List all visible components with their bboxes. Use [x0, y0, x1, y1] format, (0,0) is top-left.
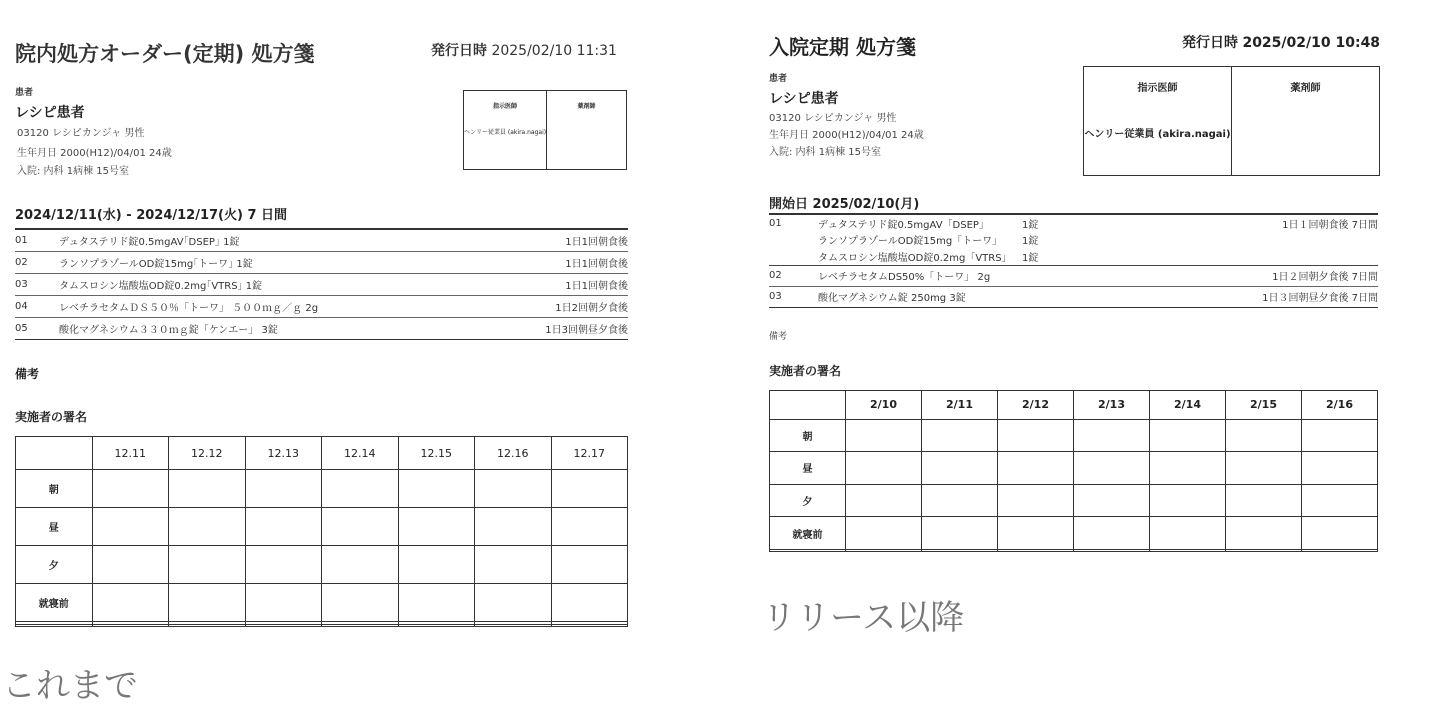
- left-grid-cell[interactable]: [551, 470, 628, 508]
- left-rx-usage: 1日3回朝昼夕食後: [545, 324, 628, 336]
- left-rx-number: 03: [15, 278, 28, 290]
- left-rx-drug: 酸化マグネシウム３３０ｍｇ錠「ケンエー」 3錠: [59, 324, 278, 336]
- right-grid-cell[interactable]: [1226, 517, 1302, 550]
- right-rx-number: 03: [769, 291, 782, 302]
- right-rx-usage: [1082, 231, 1378, 248]
- left-grid-row: [16, 470, 628, 508]
- left-sig-doctor-name: ヘンリー従業員 (akira.nagai): [464, 129, 547, 136]
- right-rx-qty: 1錠: [1022, 236, 1039, 247]
- left-grid-cell[interactable]: [398, 624, 475, 626]
- right-grid-time-label: 朝: [770, 419, 846, 452]
- right-signature-label: 実施者の署名: [769, 364, 842, 378]
- right-grid-cell[interactable]: [846, 484, 922, 517]
- right-rx-usage: 1日２回朝夕食後 7日間: [1272, 272, 1378, 283]
- right-rx-number: 02: [769, 270, 782, 281]
- right-grid-date: 2/14: [1150, 391, 1226, 420]
- right-rx-usage: 1日３回朝昼夕食後 7日間: [1262, 293, 1378, 304]
- left-grid-time-label: [16, 624, 93, 626]
- left-grid-date: 12.17: [551, 437, 628, 470]
- left-grid-cell[interactable]: [92, 546, 169, 584]
- left-grid-row: [16, 546, 628, 584]
- left-grid-cell[interactable]: [322, 584, 399, 622]
- left-period: 2024/12/11(水) - 2024/12/17(火) 7 日間: [15, 208, 288, 223]
- left-rx-table: [15, 228, 628, 340]
- right-rx-drug: デュタステリド錠0.5mgAV「DSEP」: [818, 219, 989, 231]
- right-grid-date: 2/13: [1074, 391, 1150, 420]
- right-issued-datetime: 2025/02/10 10:48: [1242, 35, 1381, 51]
- left-grid-cell[interactable]: [322, 546, 399, 584]
- right-grid-cell[interactable]: [1074, 549, 1150, 551]
- right-grid-cell[interactable]: [846, 452, 922, 485]
- right-rx-row: [769, 286, 1378, 307]
- right-grid-cell[interactable]: [846, 549, 922, 551]
- right-rx-row: [769, 214, 1378, 231]
- right-grid-date: 2/15: [1226, 391, 1302, 420]
- left-grid-time-label: 朝: [16, 470, 93, 508]
- right-rx-drug: レベチラセタムDS50%「トーワ」 2g: [818, 272, 991, 283]
- left-rx-usage: 1日2回朝夕食後: [555, 302, 628, 314]
- left-issued-datetime: 2025/02/10 11:31: [491, 43, 617, 59]
- right-rx-number: [769, 231, 818, 248]
- right-title: 入院定期 処方箋: [769, 35, 916, 59]
- right-grid-cell[interactable]: [1150, 452, 1226, 485]
- left-patient-name: レシピ患者: [15, 105, 85, 121]
- left-sig-doctor-header: 指示医師: [493, 103, 518, 110]
- left-grid-cell[interactable]: [169, 508, 246, 546]
- left-grid-cell[interactable]: [551, 546, 628, 584]
- right-grid-cell[interactable]: [922, 452, 998, 485]
- right-grid-cell[interactable]: [1150, 484, 1226, 517]
- right-rx-qty: 1錠: [1022, 252, 1039, 264]
- left-patient-dob: 生年月日 2000(H12)/04/01 24歳: [17, 148, 172, 159]
- left-grid-time-label: 昼: [16, 508, 93, 546]
- right-grid-row: [770, 452, 1378, 485]
- left-signature-box: [463, 90, 627, 170]
- right-caption: リリース以降: [762, 598, 965, 638]
- right-patient-label: 患者: [769, 74, 788, 84]
- left-grid-cell[interactable]: [169, 470, 246, 508]
- right-grid-cell[interactable]: [1074, 452, 1150, 485]
- right-sig-doctor-name: ヘンリー従業員 (akira.nagai): [1084, 129, 1231, 140]
- left-grid-cell[interactable]: [92, 624, 169, 626]
- right-grid-date: 2/11: [922, 391, 998, 420]
- left-grid-cell[interactable]: [475, 584, 552, 622]
- right-grid-cell[interactable]: [846, 517, 922, 550]
- left-rx-drug: タムスロシン塩酸塩OD錠0.2mg｢VTRS｣ 1錠: [59, 280, 263, 292]
- left-grid-cell[interactable]: [169, 546, 246, 584]
- left-rx-number: 02: [15, 256, 28, 268]
- right-grid-cell[interactable]: [922, 419, 998, 452]
- left-grid-cell[interactable]: [398, 470, 475, 508]
- right-grid-cell[interactable]: [1226, 452, 1302, 485]
- left-issued: [431, 40, 617, 60]
- right-patient-name: レシピ患者: [769, 91, 839, 107]
- right-grid-cell[interactable]: [1074, 484, 1150, 517]
- right-grid-header-row: [770, 391, 1378, 420]
- right-grid-date: 2/10: [846, 391, 922, 420]
- left-grid-cell[interactable]: [551, 584, 628, 622]
- left-grid-date: 12.13: [245, 437, 322, 470]
- right-grid-date: 2/12: [998, 391, 1074, 420]
- right-grid-cell[interactable]: [1302, 517, 1378, 550]
- right-grid-corner: [770, 391, 846, 420]
- left-rx-drug: ランソプラゾールOD錠15mg｢トーワ｣ 1錠: [59, 258, 253, 270]
- left-sig-pharmacist-header: 薬剤師: [577, 103, 596, 110]
- right-issued: [1182, 32, 1380, 52]
- left-grid-cell[interactable]: [92, 508, 169, 546]
- right-rx-qty: 1錠: [1022, 219, 1039, 231]
- right-grid-cell[interactable]: [1226, 484, 1302, 517]
- left-grid-cell[interactable]: [322, 624, 399, 626]
- right-grid-cell[interactable]: [1150, 517, 1226, 550]
- left-grid-cell[interactable]: [169, 584, 246, 622]
- left-grid-cell[interactable]: [245, 624, 322, 626]
- right-signature-grid: [769, 390, 1378, 552]
- left-patient-label: 患者: [15, 88, 34, 98]
- right-grid-cell[interactable]: [1302, 419, 1378, 452]
- left-rx-number: 05: [15, 322, 28, 334]
- right-grid-time-label: 昼: [770, 452, 846, 485]
- right-remarks-label: 備考: [769, 332, 788, 342]
- left-rx-row: [15, 251, 628, 273]
- right-patient-id: 03120 レシピカンジャ 男性: [769, 113, 897, 124]
- left-rx-number: 04: [15, 300, 28, 312]
- right-patient-admission: 入院: 内科 1病棟 15号室: [769, 147, 881, 158]
- left-grid-cell[interactable]: [245, 470, 322, 508]
- left-grid-row: [16, 624, 628, 626]
- right-grid-cell[interactable]: [922, 517, 998, 550]
- left-grid-cell[interactable]: [475, 546, 552, 584]
- right-rx-usage: 1日１回朝食後 7日間: [1282, 219, 1378, 231]
- right-grid-cell[interactable]: [1302, 549, 1378, 551]
- right-grid-row: [770, 549, 1378, 551]
- right-rx-drug: 酸化マグネシウム錠 250mg 3錠: [818, 293, 966, 304]
- left-signature-label: 実施者の署名: [15, 410, 88, 424]
- left-grid-cell[interactable]: [245, 508, 322, 546]
- left-grid-cell[interactable]: [551, 624, 628, 626]
- right-rx-table: [769, 213, 1378, 308]
- left-rx-row: [15, 229, 628, 251]
- right-grid-date: 2/16: [1302, 391, 1378, 420]
- right-rx-usage: [1082, 248, 1378, 265]
- right-rx-drug: ランソプラゾールOD錠15mg「トーワ」: [818, 236, 1003, 247]
- left-signature-grid: [15, 436, 628, 627]
- left-remarks-label: 備考: [15, 367, 40, 381]
- right-grid-time-label: [770, 549, 846, 551]
- right-rx-row: [769, 265, 1378, 286]
- right-rx-number: 01: [769, 217, 782, 229]
- left-grid-row: [16, 508, 628, 546]
- left-grid-cell[interactable]: [398, 508, 475, 546]
- right-issued-label: 発行日時: [1182, 35, 1238, 51]
- right-grid-time-label: 就寝前: [770, 517, 846, 550]
- right-grid-row: [770, 419, 1378, 452]
- right-rx-number: [769, 248, 818, 265]
- left-grid-cell[interactable]: [398, 584, 475, 622]
- left-rx-usage: 1日1回朝食後: [565, 280, 628, 292]
- right-grid-row: [770, 484, 1378, 517]
- left-grid-cell[interactable]: [322, 508, 399, 546]
- right-grid-cell[interactable]: [998, 419, 1074, 452]
- right-grid-cell[interactable]: [998, 452, 1074, 485]
- left-rx-usage: 1日1回朝食後: [565, 236, 628, 248]
- right-rx-drug: タムスロシン塩酸塩OD錠0.2mg「VTRS」: [818, 252, 1012, 264]
- right-grid-row: [770, 517, 1378, 550]
- left-grid-header-row: [16, 437, 628, 470]
- right-start-date: 開始日 2025/02/10(月): [769, 197, 920, 212]
- left-rx-usage: 1日1回朝食後: [565, 258, 628, 270]
- left-issued-label: 発行日時: [431, 43, 487, 59]
- left-patient-id: 03120 レシピカンジャ 男性: [17, 128, 145, 139]
- left-grid-cell[interactable]: [245, 546, 322, 584]
- left-rx-row: [15, 273, 628, 295]
- left-caption: これまで: [2, 666, 138, 706]
- right-grid-cell[interactable]: [846, 419, 922, 452]
- left-grid-cell[interactable]: [475, 508, 552, 546]
- right-sig-doctor-header: 指示医師: [1137, 83, 1178, 94]
- right-sig-pharmacist-header: 薬剤師: [1290, 83, 1321, 94]
- left-grid-date: 12.16: [475, 437, 552, 470]
- left-grid-time-label: 就寝前: [16, 584, 93, 622]
- right-rx-row: [769, 248, 1378, 265]
- left-rx-row: [15, 317, 628, 339]
- left-grid-cell[interactable]: [551, 508, 628, 546]
- left-grid-cell[interactable]: [169, 624, 246, 626]
- left-grid-cell[interactable]: [92, 584, 169, 622]
- left-grid-cell[interactable]: [475, 470, 552, 508]
- right-grid-cell[interactable]: [1226, 419, 1302, 452]
- left-patient-admission: 入院: 内科 1病棟 15号室: [17, 166, 129, 177]
- right-grid-cell[interactable]: [1074, 517, 1150, 550]
- left-grid-date: 12.12: [169, 437, 246, 470]
- right-grid-cell[interactable]: [1302, 452, 1378, 485]
- left-grid-cell[interactable]: [92, 470, 169, 508]
- left-grid-date: 12.11: [92, 437, 169, 470]
- right-grid-time-label: 夕: [770, 484, 846, 517]
- right-grid-cell[interactable]: [922, 549, 998, 551]
- left-title: 院内処方オーダー(定期) 処方箋: [15, 42, 315, 66]
- left-grid-date: 12.14: [322, 437, 399, 470]
- right-grid-cell[interactable]: [998, 517, 1074, 550]
- left-grid-time-label: 夕: [16, 546, 93, 584]
- left-grid-date: 12.15: [398, 437, 475, 470]
- left-grid-corner: [16, 437, 93, 470]
- left-rx-row: [15, 295, 628, 317]
- right-grid-cell[interactable]: [1150, 419, 1226, 452]
- left-grid-cell[interactable]: [322, 470, 399, 508]
- right-patient-dob: 生年月日 2000(H12)/04/01 24歳: [769, 130, 924, 141]
- right-signature-box: [1083, 66, 1380, 176]
- left-grid-cell[interactable]: [398, 546, 475, 584]
- right-grid-cell[interactable]: [998, 549, 1074, 551]
- left-rx-drug: デュタステリド錠0.5mgAV｢DSEP｣ 1錠: [59, 236, 240, 248]
- right-grid-cell[interactable]: [1226, 549, 1302, 551]
- right-grid-cell[interactable]: [922, 484, 998, 517]
- left-rx-number: 01: [15, 234, 28, 246]
- right-grid-cell[interactable]: [998, 484, 1074, 517]
- right-grid-cell[interactable]: [1150, 549, 1226, 551]
- left-rx-drug: レベチラセタムＤＳ５０％「トーワ」 ５００ｍｇ／ｇ 2g: [59, 302, 319, 314]
- left-grid-cell[interactable]: [475, 624, 552, 626]
- right-grid-cell[interactable]: [1074, 419, 1150, 452]
- right-rx-row: [769, 231, 1378, 248]
- right-grid-cell[interactable]: [1302, 484, 1378, 517]
- left-grid-row: [16, 584, 628, 622]
- left-grid-cell[interactable]: [245, 584, 322, 622]
